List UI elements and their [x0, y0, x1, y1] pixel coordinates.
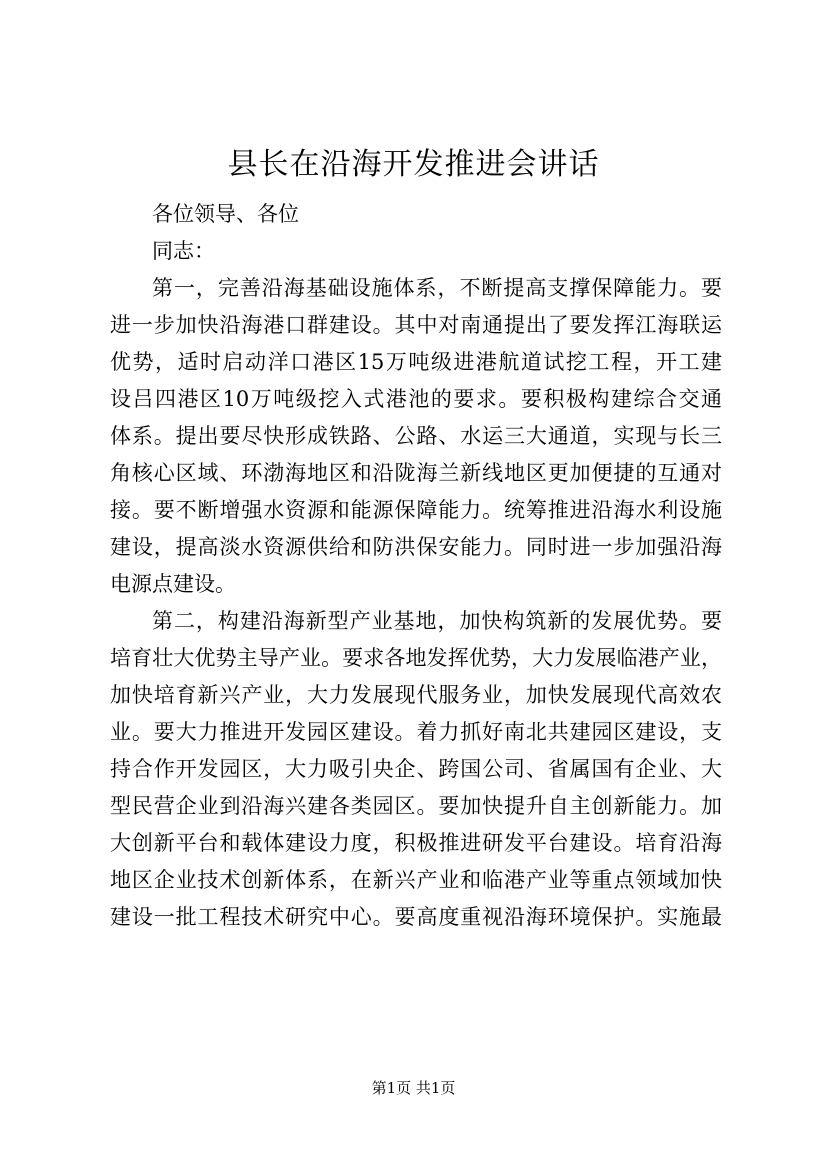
paragraph-1-line: 角核心区域、环渤海地区和沿陇海兰新线地区更加便捷的互通对 — [110, 461, 722, 485]
paragraph-1-line: 设吕四港区10万吨级挖入式港池的要求。要积极构建综合交通 — [110, 387, 722, 411]
page-number-footer: 第1页 共1页 — [371, 1079, 456, 1097]
paragraph-2-line: 第二，构建沿海新型产业基地，加快构筑新的发展优势。要 — [152, 609, 722, 633]
paragraph-1-line: 第一，完善沿海基础设施体系，不断提高支撑保障能力。要 — [152, 276, 722, 300]
paragraph-2-line: 加快培育新兴产业，大力发展现代服务业，加快发展现代高效农 — [110, 683, 722, 707]
paragraph-1-line: 优势，适时启动洋口港区15万吨级进港航道试挖工程，开工建 — [110, 350, 722, 374]
paragraph-2-line: 业。要大力推进开发园区建设。着力抓好南北共建园区建设，支 — [110, 720, 722, 744]
paragraph-2-line: 持合作开发园区，大力吸引央企、跨国公司、省属国有企业、大 — [110, 757, 722, 781]
salutation-line: 各位领导、各位 — [152, 202, 299, 226]
paragraph-1-line: 进一步加快沿海港口群建设。其中对南通提出了要发挥江海联运 — [110, 313, 722, 337]
paragraph-1-line: 电源点建设。 — [110, 572, 236, 596]
paragraph-1-line: 体系。提出要尽快形成铁路、公路、水运三大通道，实现与长三 — [110, 424, 722, 448]
salutation-line: 同志： — [152, 239, 215, 263]
paragraph-1-line: 建设，提高淡水资源供给和防洪保安能力。同时进一步加强沿海 — [110, 535, 722, 559]
paragraph-2-line: 大创新平台和载体建设力度，积极推进研发平台建设。培育沿海 — [110, 831, 722, 855]
paragraph-2-line: 建设一批工程技术研究中心。要高度重视沿海环境保护。实施最 — [110, 905, 722, 929]
paragraph-2-line: 培育壮大优势主导产业。要求各地发挥优势，大力发展临港产业， — [110, 646, 722, 670]
paragraph-2-line: 型民营企业到沿海兴建各类园区。要加快提升自主创新能力。加 — [110, 794, 722, 818]
document-body — [110, 196, 722, 936]
paragraph-1-line: 接。要不断增强水资源和能源保障能力。统筹推进沿海水利设施 — [110, 498, 722, 522]
document-title: 县长在沿海开发推进会讲话 — [227, 147, 600, 182]
paragraph-2-line: 地区企业技术创新体系，在新兴产业和临港产业等重点领域加快 — [110, 868, 722, 892]
